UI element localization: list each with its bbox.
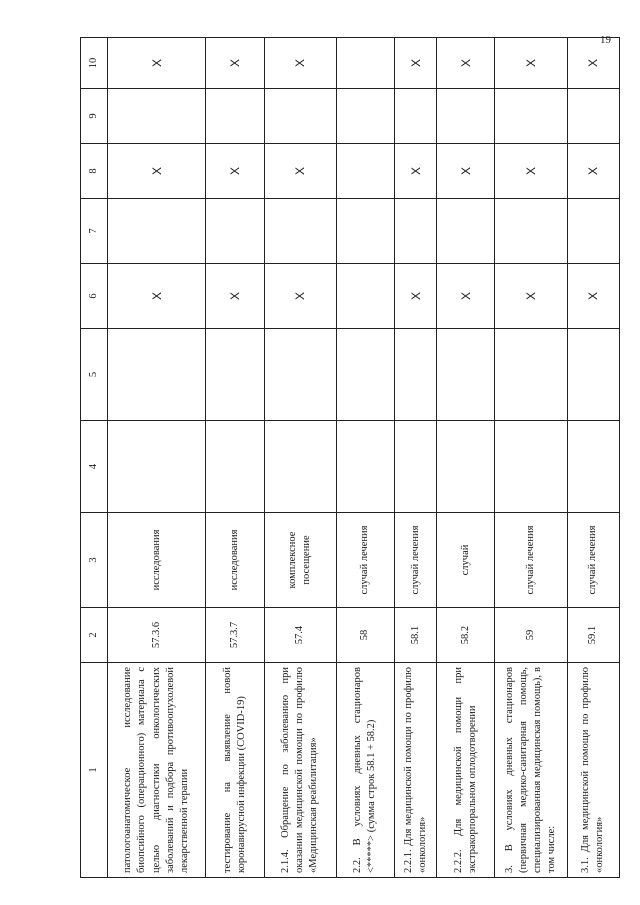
table-row xyxy=(264,38,336,878)
cell xyxy=(567,329,619,421)
col-header: 7 xyxy=(81,199,108,264)
row-label: 2.2. В условиях дневных стационаров <*****> (сумма строк 58.1 + 58.2) xyxy=(336,663,394,878)
cross-mark: X xyxy=(567,264,619,329)
col-header: 2 xyxy=(81,608,108,663)
row-unit: комплексное посещение xyxy=(264,513,336,608)
col-header: 4 xyxy=(81,421,108,513)
cross-mark: X xyxy=(395,38,437,89)
cell xyxy=(264,89,336,144)
row-code: 58.1 xyxy=(395,608,437,663)
cross-mark: X xyxy=(395,144,437,199)
cross-mark: X xyxy=(108,144,206,199)
cell xyxy=(437,199,495,264)
cell xyxy=(336,199,394,264)
cell xyxy=(495,199,567,264)
cell xyxy=(336,38,394,89)
table-row xyxy=(495,38,567,878)
cell xyxy=(437,89,495,144)
cross-mark: X xyxy=(437,264,495,329)
cell xyxy=(567,199,619,264)
cross-mark: X xyxy=(567,144,619,199)
cross-mark: X xyxy=(437,38,495,89)
row-code: 58 xyxy=(336,608,394,663)
cell xyxy=(108,329,206,421)
cell xyxy=(108,89,206,144)
row-unit: исследования xyxy=(108,513,206,608)
row-code: 59 xyxy=(495,608,567,663)
cell xyxy=(264,199,336,264)
col-header: 3 xyxy=(81,513,108,608)
row-label: 3. В условиях дневных стационаров (первичная медико-санитарная помощь, специализированная медицинская помощь), в том числе: xyxy=(495,663,567,878)
cross-mark: X xyxy=(264,144,336,199)
cross-mark: X xyxy=(206,264,264,329)
header-row xyxy=(81,38,108,878)
cell xyxy=(264,421,336,513)
cross-mark: X xyxy=(264,264,336,329)
cell xyxy=(336,329,394,421)
cell xyxy=(495,329,567,421)
col-header: 9 xyxy=(81,89,108,144)
row-unit: случай лечения xyxy=(336,513,394,608)
cross-mark: X xyxy=(395,264,437,329)
row-unit: случай лечения xyxy=(395,513,437,608)
cross-mark: X xyxy=(495,144,567,199)
col-header: 1 xyxy=(81,663,108,878)
cell xyxy=(567,89,619,144)
cell xyxy=(206,421,264,513)
table-row xyxy=(567,38,619,878)
cell xyxy=(336,89,394,144)
cell xyxy=(395,199,437,264)
cell xyxy=(495,89,567,144)
cell xyxy=(108,421,206,513)
row-label: 2.1.4. Обращение по заболеванию при оказании медицинской помощи по профилю «Медицинская реабилитация» xyxy=(264,663,336,878)
table-row xyxy=(108,38,206,878)
cell xyxy=(336,264,394,329)
cell xyxy=(395,329,437,421)
cell xyxy=(395,421,437,513)
row-label: 2.2.2. Для медицинской помощи при экстракорпоральном оплодотворении xyxy=(437,663,495,878)
cell xyxy=(206,89,264,144)
cross-mark: X xyxy=(495,264,567,329)
row-unit: случай лечения xyxy=(567,513,619,608)
row-label: патологоанатомическое исследование биопсийного (операционного) материала с целью диагностики онкологических заболеваний и подбора противоопухолевой лекарственной терапии xyxy=(108,663,206,878)
cell xyxy=(264,329,336,421)
row-code: 57.3.7 xyxy=(206,608,264,663)
cell xyxy=(395,89,437,144)
cell xyxy=(206,329,264,421)
cell xyxy=(336,421,394,513)
cell xyxy=(437,329,495,421)
table-row xyxy=(336,38,394,878)
cross-mark: X xyxy=(108,264,206,329)
table-row xyxy=(437,38,495,878)
row-label: тестирование на выявление новой коронавирусной инфекции (COVID-19) xyxy=(206,663,264,878)
cross-mark: X xyxy=(495,38,567,89)
col-header: 5 xyxy=(81,329,108,421)
row-code: 57.3.6 xyxy=(108,608,206,663)
data-table xyxy=(80,37,620,878)
table-row xyxy=(206,38,264,878)
row-code: 58.2 xyxy=(437,608,495,663)
rotated-table-wrapper xyxy=(80,38,620,878)
row-code: 57.4 xyxy=(264,608,336,663)
row-label: 3.1. Для медицинской помощи по профилю «онкология» xyxy=(567,663,619,878)
cell xyxy=(495,421,567,513)
cell xyxy=(567,421,619,513)
row-unit: случай лечения xyxy=(495,513,567,608)
cross-mark: X xyxy=(206,144,264,199)
row-unit: исследования xyxy=(206,513,264,608)
row-unit: случай xyxy=(437,513,495,608)
cell xyxy=(206,199,264,264)
row-code: 59.1 xyxy=(567,608,619,663)
cell xyxy=(108,199,206,264)
cell xyxy=(336,144,394,199)
table-row xyxy=(395,38,437,878)
col-header: 6 xyxy=(81,264,108,329)
row-label: 2.2.1. Для медицинской помощи по профилю «онкология» xyxy=(395,663,437,878)
cross-mark: X xyxy=(437,144,495,199)
cell xyxy=(437,421,495,513)
cross-mark: X xyxy=(567,38,619,89)
col-header: 10 xyxy=(81,38,108,89)
page-number: 19 xyxy=(600,34,611,46)
cross-mark: X xyxy=(264,38,336,89)
cross-mark: X xyxy=(108,38,206,89)
col-header: 8 xyxy=(81,144,108,199)
cross-mark: X xyxy=(206,38,264,89)
